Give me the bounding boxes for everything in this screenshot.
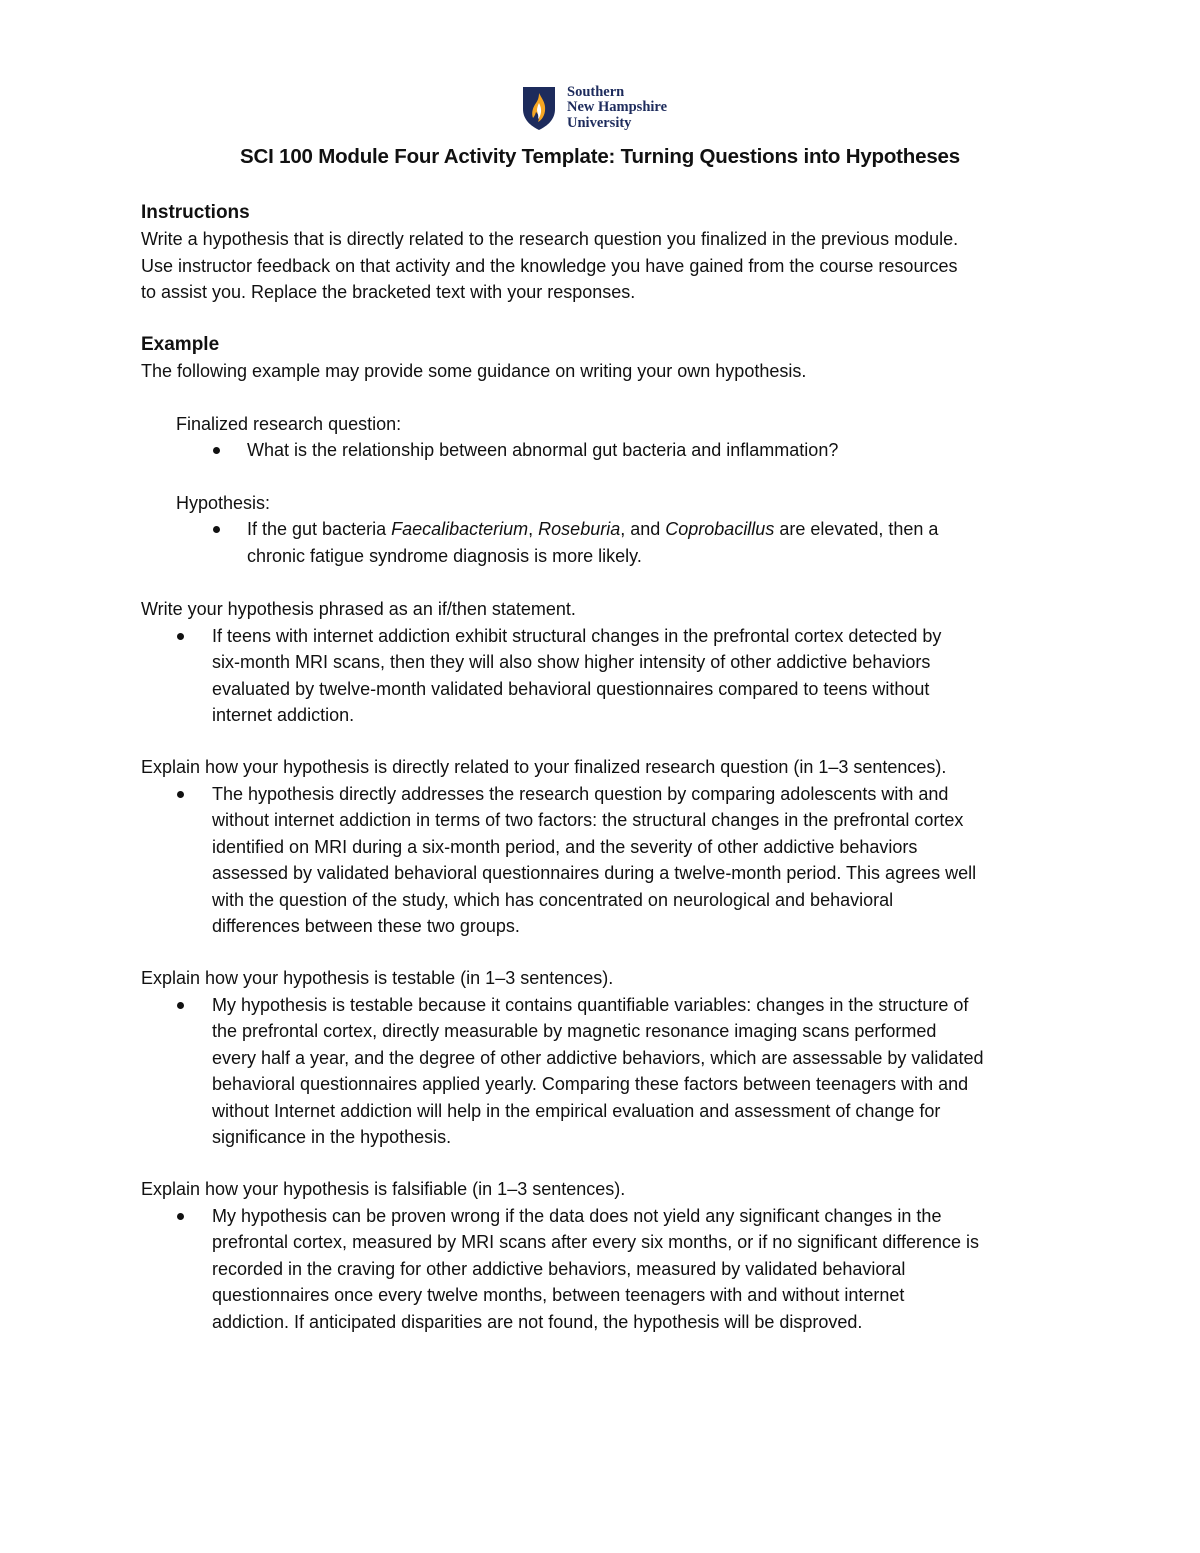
hypothesis-text: are elevated, then a <box>774 519 939 539</box>
prompt-text: Explain how your hypothesis is falsifiable (in 1–3 sentences). <box>141 1179 626 1199</box>
response-line: questionnaires once every twelve months, between teenagers with and without internet <box>212 1285 905 1305</box>
logo-line-1: Southern <box>567 83 625 100</box>
bacteria-name: Coprobacillus <box>665 519 775 539</box>
instructions-line: to assist you. Replace the bracketed text with your responses. <box>141 282 636 302</box>
response-list <box>141 781 1066 940</box>
response-line: every half a year, and the degree of other addictive behaviors, which are assessable by validated <box>212 1047 984 1068</box>
university-name <box>567 85 667 132</box>
response-line: the prefrontal cortex, directly measurable by magnetic resonance imaging scans performed <box>212 1021 937 1041</box>
instructions-line: Use instructor feedback on that activity and the knowledge you have gained from the course resources <box>141 255 958 276</box>
question-label: Finalized research question: <box>176 413 402 434</box>
response-line: addiction. If anticipated disparities are not found, the hypothesis will be disproved. <box>212 1311 863 1332</box>
response-line: evaluated by twelve-month validated behavioral questionnaires compared to teens without <box>212 678 930 699</box>
logo-line-3: University <box>567 114 632 131</box>
example-question: What is the relationship between abnormal gut bacteria and inflammation? <box>247 440 839 460</box>
example-section <box>141 332 1066 569</box>
response-line: without Internet addiction will help in the empirical evaluation and assessment of change for <box>212 1100 941 1121</box>
response-line: assessed by validated behavioral questionnaires during a twelve-month period. This agrees well <box>212 863 977 883</box>
response-block-falsifiable <box>141 1176 1066 1335</box>
document-title: SCI 100 Module Four Activity Template: Turning Questions into Hypotheses <box>240 145 960 168</box>
response-line: differences between these two groups. <box>212 916 520 936</box>
bullet-icon <box>213 447 220 454</box>
example-question-list <box>141 437 1066 464</box>
response-list <box>141 623 1066 729</box>
bacteria-name: Faecalibacterium <box>391 519 529 539</box>
response-line: with the question of the study, which has concentrated on neurological and behavioral <box>212 889 894 910</box>
bullet-icon <box>177 633 184 640</box>
response-block-related <box>141 754 1066 940</box>
response-list <box>141 1203 1066 1336</box>
hypothesis-text: chronic fatigue syndrome diagnosis is more likely. <box>247 545 642 566</box>
response-line: identified on MRI during a six-month period, and the severity of other addictive behaviors <box>212 836 918 857</box>
separator: , and <box>620 519 666 539</box>
instructions-heading: Instructions <box>141 202 250 223</box>
list-item <box>141 781 1066 940</box>
bullet-icon <box>177 1213 184 1220</box>
list-item <box>141 992 1066 1151</box>
response-line: without internet addiction in terms of two factors: the structural changes in the prefrontal cortex <box>212 810 964 830</box>
instructions-section <box>141 200 1066 306</box>
prompt-text: Write your hypothesis phrased as an if/then statement. <box>141 599 576 619</box>
response-line: My hypothesis is testable because it contains quantifiable variables: changes in the structure of <box>212 994 969 1015</box>
flame-shield-icon <box>521 85 557 131</box>
response-line: behavioral questionnaires applied yearly. Comparing these factors between teenagers with and <box>212 1074 969 1094</box>
response-line: six-month MRI scans, then they will also show higher intensity of other addictive behaviors <box>212 652 931 672</box>
response-line: If teens with internet addiction exhibit structural changes in the prefrontal cortex detected by <box>212 625 942 646</box>
response-line: My hypothesis can be proven wrong if the data does not yield any significant changes in the <box>212 1205 942 1226</box>
response-line: internet addiction. <box>212 705 355 725</box>
response-line: The hypothesis directly addresses the research question by comparing adolescents with and <box>212 783 949 804</box>
bullet-icon <box>213 526 220 533</box>
bacteria-name: Roseburia <box>538 519 621 539</box>
response-line: prefrontal cortex, measured by MRI scans after every six months, or if no significant difference is <box>212 1232 979 1252</box>
list-item <box>141 623 1066 729</box>
instructions-line: Write a hypothesis that is directly related to the research question you finalized in the previous module. <box>141 229 959 249</box>
bullet-icon <box>177 1002 184 1009</box>
example-heading: Example <box>141 334 220 355</box>
response-line: recorded in the craving for other addictive behaviors, measured by validated behavioral <box>212 1258 906 1279</box>
hypothesis-label: Hypothesis: <box>176 492 271 513</box>
prompt-text: Explain how your hypothesis is directly related to your finalized research question (in 1–3 sentences). <box>141 757 947 777</box>
logo-line-2: New Hampshire <box>567 99 668 116</box>
response-block-hypothesis <box>141 596 1066 729</box>
example-hypothesis-list <box>141 516 1066 569</box>
list-item <box>141 437 1066 464</box>
list-item <box>141 1203 1066 1336</box>
bullet-icon <box>177 791 184 798</box>
response-block-testable <box>141 965 1066 1151</box>
response-list <box>141 992 1066 1151</box>
hypothesis-text: If the gut bacteria <box>247 519 392 539</box>
example-intro: The following example may provide some guidance on writing your own hypothesis. <box>141 361 807 381</box>
response-line: significance in the hypothesis. <box>212 1127 452 1147</box>
list-item <box>141 516 1066 569</box>
prompt-text: Explain how your hypothesis is testable (in 1–3 sentences). <box>141 968 614 988</box>
university-logo <box>521 84 667 132</box>
separator: , <box>528 519 539 539</box>
